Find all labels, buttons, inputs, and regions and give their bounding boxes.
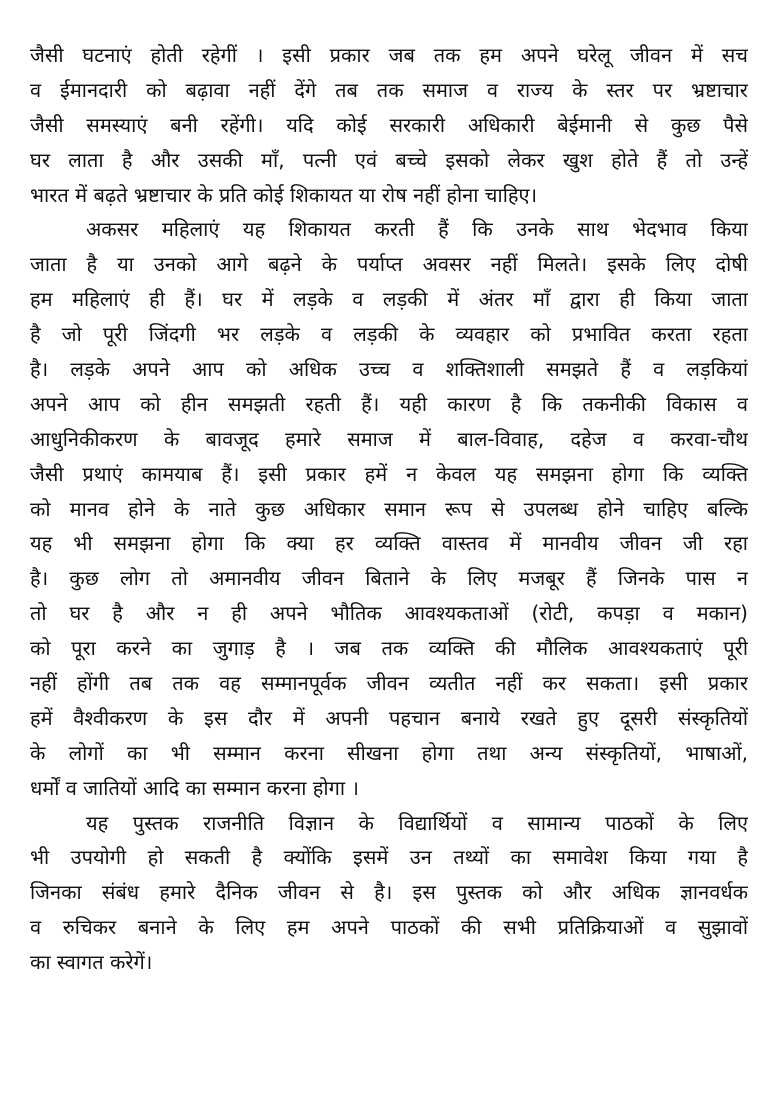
- text-line: हमें वैश्वीकरण के इस दौर में अपनी पहचान बनाये रखते हुए दूसरी संस्कृतियों: [30, 705, 748, 730]
- text-line: जैसी घटनाएं होती रहेगीं । इसी प्रकार जब तक हम अपने घरेलू जीवन में सच: [30, 43, 748, 67]
- text-line: नहीं होंगी तब तक वह सम्मानपूर्वक जीवन व्यतीत नहीं कर सकता। इसी प्रकार: [30, 671, 748, 696]
- text-line: हम महिलाएं ही हैं। घर में लड़के व लड़की में अंतर माँ द्वारा ही किया जाता: [30, 287, 748, 312]
- text-line: धर्मों व जातियों आदि का सम्मान करना होगा ।: [30, 775, 359, 800]
- text-line: है। कुछ लोग तो अमानवीय जीवन बिताने के लिए मजबूर हैं जिनके पास न: [30, 566, 748, 591]
- text-line: यह भी समझना होगा कि क्या हर व्यक्ति वास्तव में मानवीय जीवन जी रहा: [30, 531, 748, 556]
- paragraph-start-line: यह पुस्तक राजनीति विज्ञान के विद्यार्थियों व सामान्य पाठकों के लिए: [86, 810, 748, 835]
- text-line: घर लाता है और उसकी माँ, पत्नी एवं बच्चे इसको लेकर खुश होते हैं तो उन्हें: [30, 147, 748, 172]
- text-line: व रुचिकर बनाने के लिए हम अपने पाठकों की सभी प्रतिक्रियाओं व सुझावों: [30, 915, 748, 940]
- body-text: [30, 38, 748, 980]
- text-line: का स्वागत करेगें।: [30, 950, 153, 975]
- text-line: जैसी प्रथाएं कामयाब हैं। इसी प्रकार हमें न केवल यह समझना होगा कि व्यक्ति: [30, 461, 748, 486]
- text-line: है। लड़के अपने आप को अधिक उच्च व शक्तिशाली समझते हैं व लड़कियां: [30, 357, 748, 382]
- text-line: तो घर है और न ही अपने भौतिक आवश्यकताओं (रोटी, कपड़ा व मकान): [30, 601, 748, 626]
- text-line: अपने आप को हीन समझती रहती हैं। यही कारण है कि तकनीकी विकास व: [30, 391, 748, 416]
- text-line: को पूरा करने का जुगाड़ है । जब तक व्यक्ति की मौलिक आवश्यकताएं पूरी: [30, 636, 748, 661]
- text-line: व ईमानदारी को बढ़ावा नहीं देंगे तब तक समाज व राज्य के स्तर पर भ्रष्टाचार: [30, 77, 748, 102]
- text-line: जिनका संबंध हमारे दैनिक जीवन से है। इस पुस्तक को और अधिक ज्ञानवर्धक: [30, 880, 748, 905]
- text-line: को मानव होने के नाते कुछ अधिकार समान रूप से उपलब्ध होने चाहिए बल्कि: [30, 496, 748, 521]
- text-line: है जो पूरी जिंदगी भर लड़के व लड़की के व्यवहार को प्रभावित करता रहता: [30, 322, 748, 347]
- text-line: के लोगों का भी सम्मान करना सीखना होगा तथा अन्य संस्कृतियों, भाषाओं,: [30, 740, 748, 765]
- text-line: जैसी समस्याएं बनी रहेंगी। यदि कोई सरकारी अधिकारी बेईमानी से कुछ पैसे: [30, 112, 748, 137]
- text-line: जाता है या उनको आगे बढ़ने के पर्याप्त अवसर नहीं मिलते। इसके लिए दोषी: [30, 252, 748, 277]
- text-line: भी उपयोगी हो सकती है क्योंकि इसमें उन तथ्यों का समावेश किया गया है: [30, 845, 748, 870]
- text-line: आधुनिकीकरण के बावजूद हमारे समाज में बाल-विवाह, दहेज व करवा-चौथ: [30, 426, 748, 451]
- paragraph-start-line: अकसर महिलाएं यह शिकायत करती हैं कि उनके साथ भेदभाव किया: [86, 217, 748, 242]
- text-line: भारत में बढ़ते भ्रष्टाचार के प्रति कोई शिकायत या रोष नहीं होना चाहिए।: [30, 182, 538, 207]
